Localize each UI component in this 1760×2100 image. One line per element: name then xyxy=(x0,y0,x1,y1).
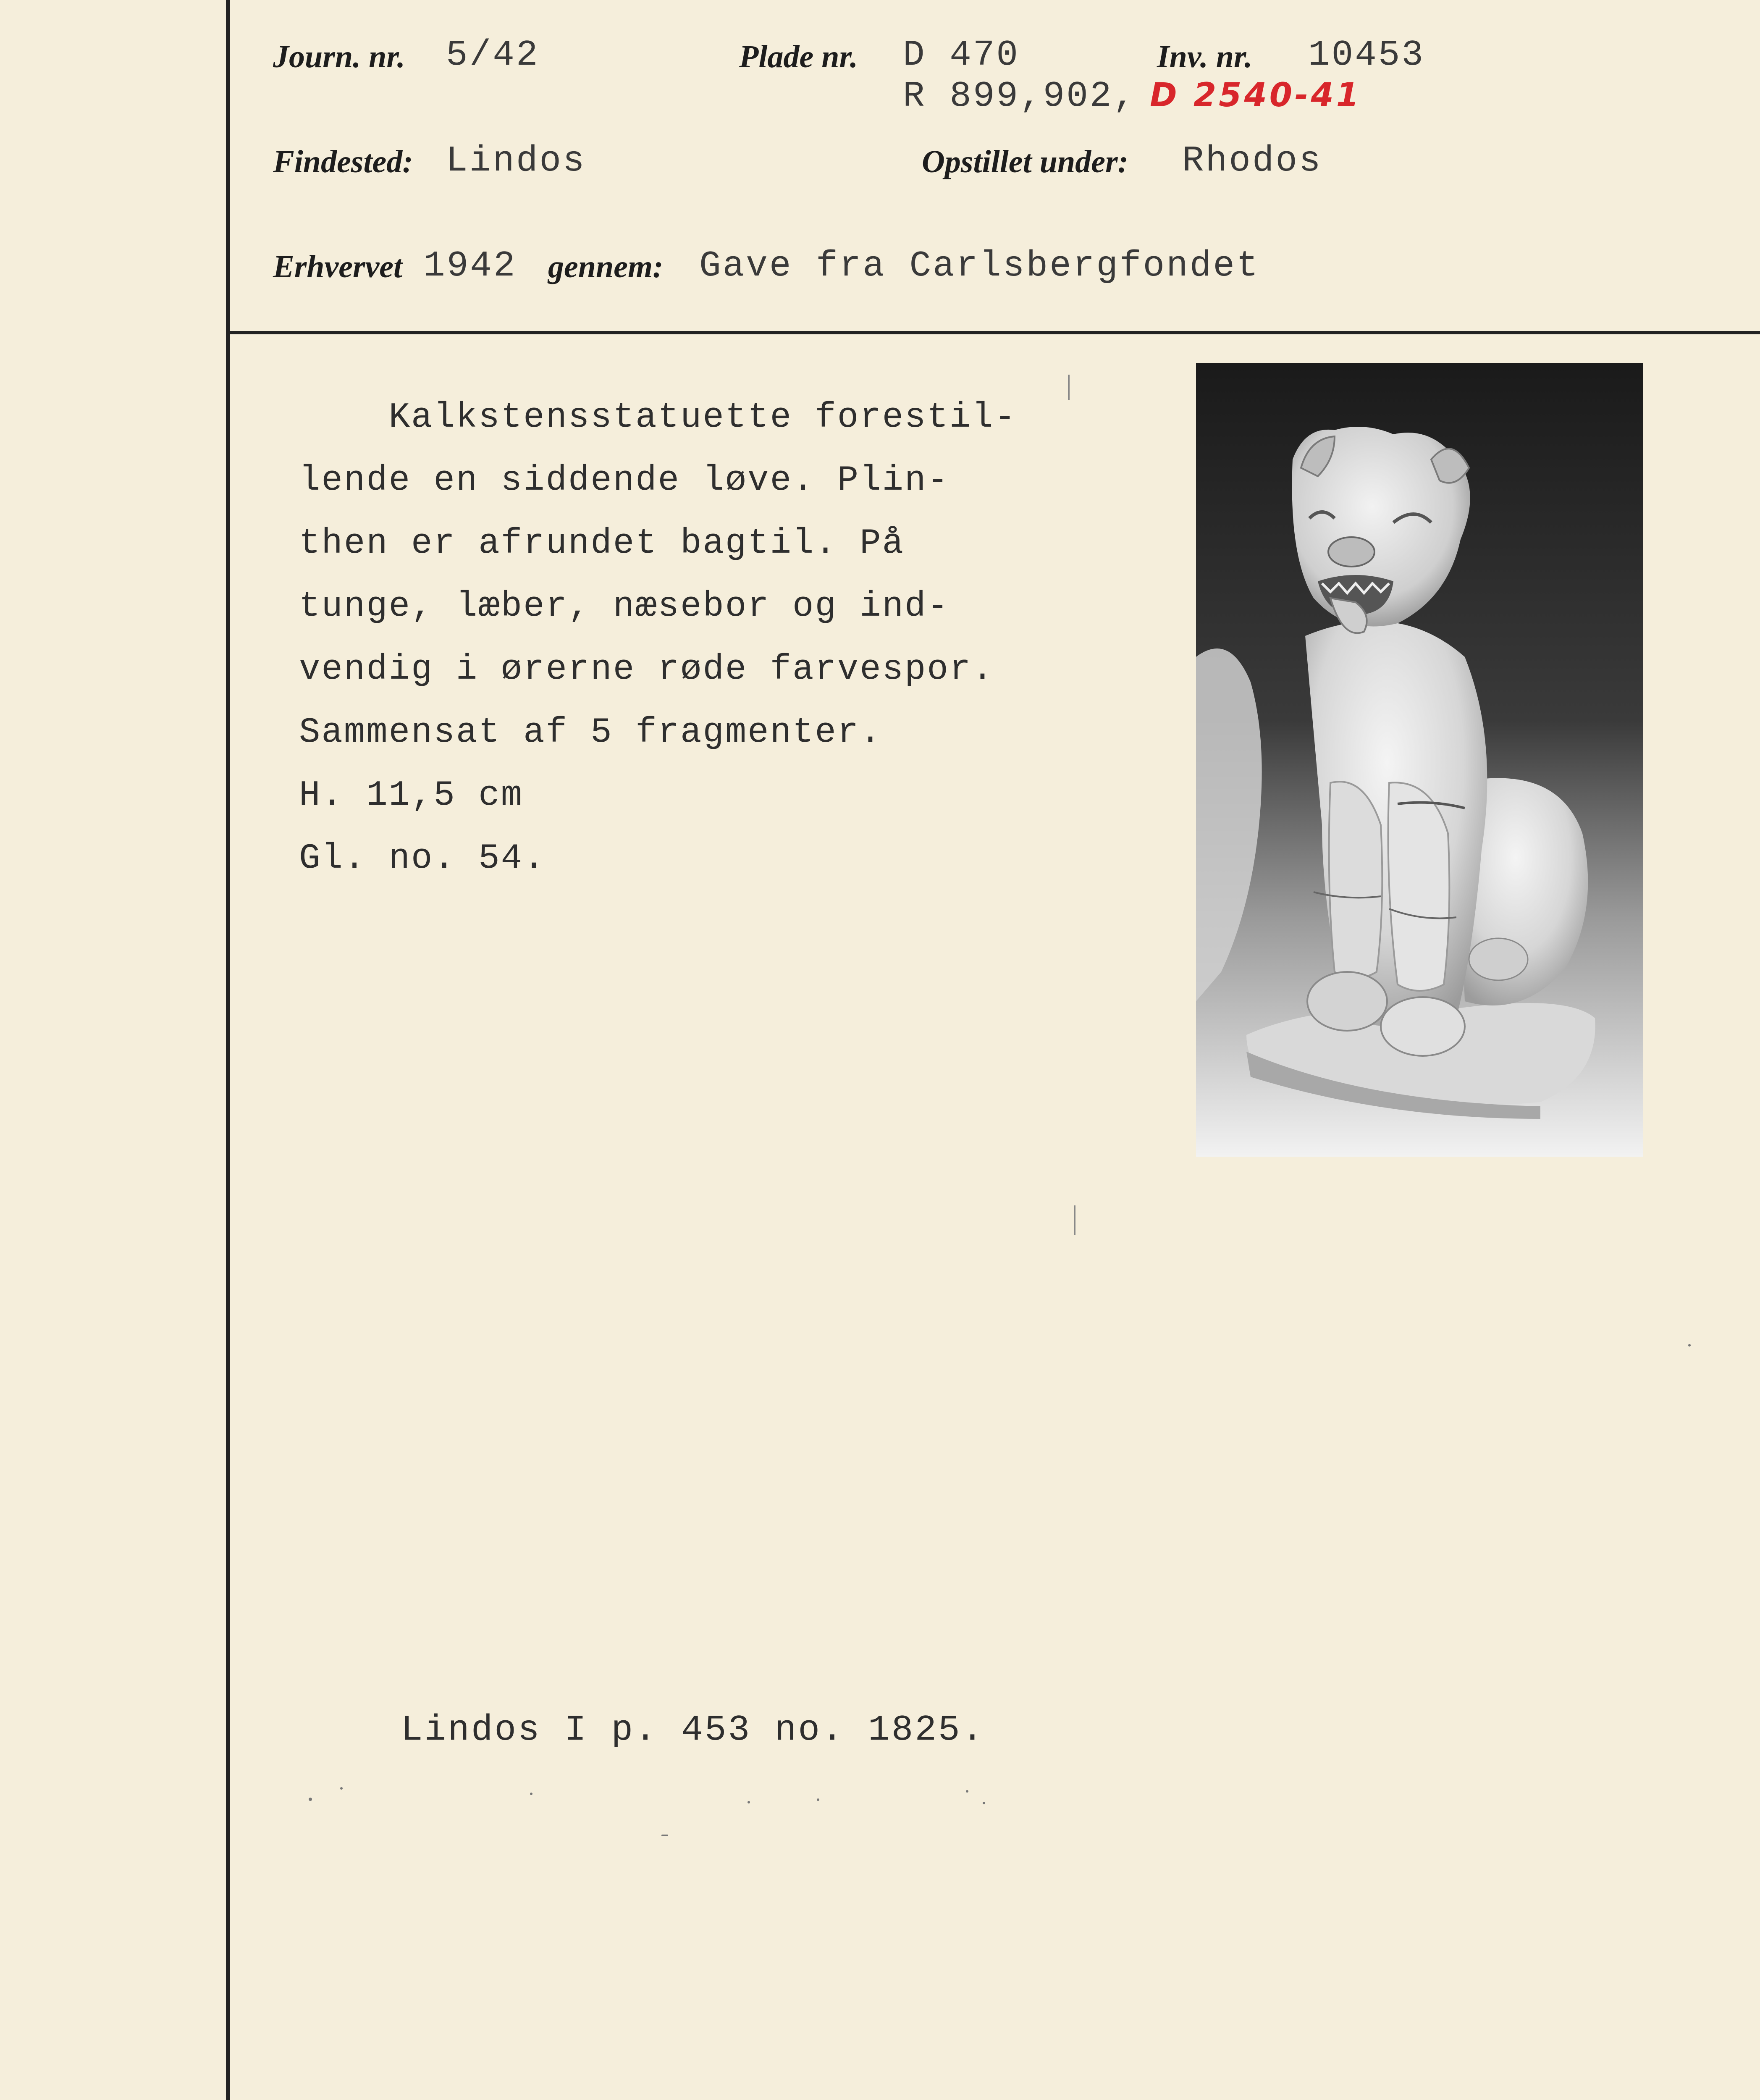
inv-label: Inv. nr. xyxy=(1157,39,1253,74)
dust-speck xyxy=(966,1790,968,1793)
dust-speck xyxy=(340,1787,343,1790)
description-line: H. 11,5 cm xyxy=(299,776,524,816)
dust-speck xyxy=(309,1798,312,1801)
description-line: Kalkstensstatuette forestil- xyxy=(299,398,1017,438)
dust-speck xyxy=(661,1835,668,1836)
plade-red-annotation: D 2540-41 xyxy=(1150,76,1361,114)
header-divider-rule xyxy=(226,331,1760,334)
description-line: Gl. no. 54. xyxy=(299,839,546,879)
description-line: then er afrundet bagtil. På xyxy=(299,524,905,564)
pencil-tick xyxy=(1074,1205,1075,1235)
inv-value: 10453 xyxy=(1308,34,1425,76)
dust-speck xyxy=(1688,1344,1691,1347)
plade-value-second: R 899,902, xyxy=(903,76,1137,117)
description-block xyxy=(299,386,1017,890)
vertical-margin-rule xyxy=(226,0,230,2100)
pencil-tick xyxy=(1068,375,1070,400)
gennem-value: Gave fra Carlsbergfondet xyxy=(699,245,1260,286)
opstillet-label: Opstillet under: xyxy=(922,144,1128,179)
dust-speck xyxy=(983,1802,985,1804)
journ-value: 5/42 xyxy=(446,34,540,76)
erhvervet-value: 1942 xyxy=(423,245,517,286)
dust-speck xyxy=(748,1801,750,1803)
plade-value: D 470 xyxy=(903,34,1020,76)
description-line: Sammensat af 5 fragmenter. xyxy=(299,713,882,753)
bibliographic-reference: Lindos I p. 453 no. 1825. xyxy=(401,1709,985,1751)
lion-statuette-photo xyxy=(1196,363,1643,1157)
findested-label: Findested: xyxy=(273,144,413,179)
journ-label: Journ. nr. xyxy=(273,39,405,74)
description-line: lende en siddende løve. Plin- xyxy=(299,461,950,501)
plade-label: Plade nr. xyxy=(739,39,858,74)
erhvervet-label: Erhvervet xyxy=(273,249,403,284)
description-line: vendig i ørerne røde farvespor. xyxy=(299,650,994,690)
dust-speck xyxy=(817,1798,819,1801)
gennem-label: gennem: xyxy=(548,249,664,284)
description-line: tunge, læber, næsebor og ind- xyxy=(299,587,950,627)
dust-speck xyxy=(530,1793,532,1795)
opstillet-value: Rhodos xyxy=(1182,140,1322,181)
findested-value: Lindos xyxy=(446,140,586,181)
